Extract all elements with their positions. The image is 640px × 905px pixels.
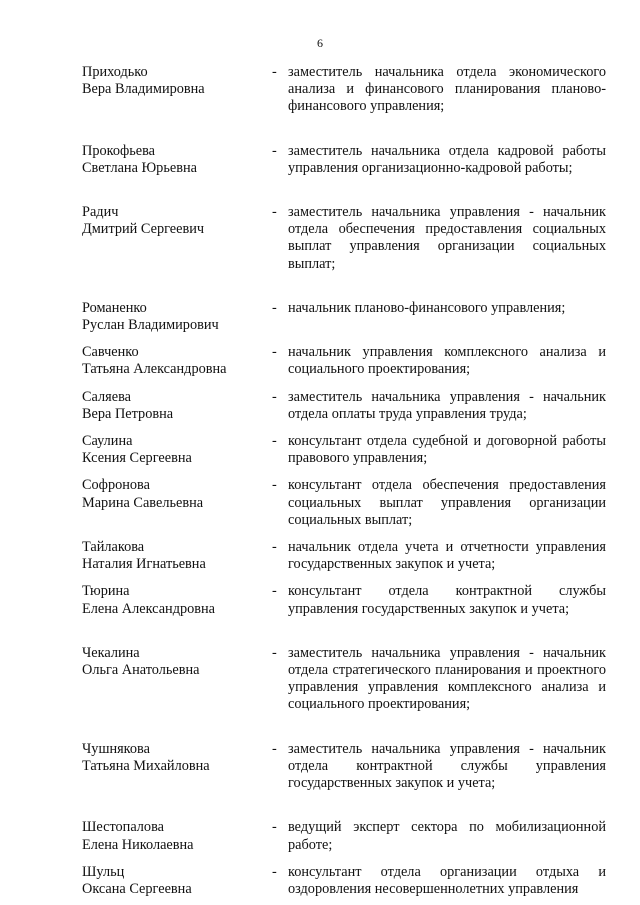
position: заместитель начальника управления - начальник отдела оплаты труда управления труда; (288, 388, 606, 422)
given-names: Руслан Владимирович (82, 317, 219, 334)
list-item (82, 300, 606, 334)
given-names: Вера Петровна (82, 405, 174, 422)
dash: - (272, 477, 277, 494)
position: консультант отдела судебной и договорной работы правового управления; (288, 433, 606, 467)
dash: - (272, 299, 277, 316)
given-names: Наталия Игнатьевна (82, 556, 206, 573)
person-name (82, 344, 272, 378)
surname: Савченко (82, 344, 139, 361)
given-names: Елена Александровна (82, 600, 216, 617)
dash: - (272, 433, 277, 450)
list-item (82, 143, 606, 177)
list-item (82, 64, 606, 116)
surname: Софронова (82, 477, 150, 494)
list-item (82, 344, 606, 378)
person-name (82, 645, 272, 714)
person-name (82, 300, 272, 334)
person-name (82, 819, 272, 853)
given-names: Светлана Юрьевна (82, 159, 197, 176)
staff-list (82, 64, 606, 898)
surname: Тюрина (82, 583, 130, 600)
list-item (82, 433, 606, 467)
position: заместитель начальника управления - начальник отдела обеспечения предоставления социальных выплат управления организации социальных выплат; (288, 204, 606, 272)
list-item (82, 583, 606, 617)
list-item (82, 539, 606, 573)
given-names: Ксения Сергеевна (82, 450, 192, 467)
dash: - (272, 388, 277, 405)
dash: - (272, 344, 277, 361)
given-names: Татьяна Александровна (82, 361, 227, 378)
list-item (82, 741, 606, 793)
person-name (82, 204, 272, 273)
surname: Прокофьева (82, 142, 156, 159)
list-item (82, 477, 606, 529)
person-name (82, 433, 272, 467)
surname: Романенко (82, 299, 147, 316)
person-name (82, 864, 272, 898)
list-item (82, 204, 606, 273)
person-name (82, 143, 272, 177)
dash: - (272, 142, 277, 159)
surname: Чушнякова (82, 740, 150, 757)
position: начальник управления комплексного анализа и социального проектирования; (288, 344, 606, 378)
given-names: Татьяна Михайловна (82, 757, 210, 774)
person-name (82, 389, 272, 423)
given-names: Вера Владимировна (82, 81, 205, 98)
surname: Шульц (82, 863, 125, 880)
position: заместитель начальника отдела экономического анализа и финансового планирования планово-финансового управления; (288, 64, 606, 115)
position: заместитель начальника отдела кадровой работы управления организационно-кадровой работы; (288, 142, 606, 176)
surname: Радич (82, 204, 119, 221)
surname: Приходько (82, 64, 148, 80)
surname: Тайлакова (82, 539, 145, 556)
person-name (82, 477, 272, 529)
position: начальник отдела учета и отчетности управления государственных закупок и учета; (288, 539, 606, 573)
dash: - (272, 863, 277, 880)
position: заместитель начальника управления - начальник отдела контрактной службы управления государственных закупок и учета; (288, 740, 606, 792)
given-names: Ольга Анатольевна (82, 662, 200, 679)
dash: - (272, 583, 277, 600)
list-item (82, 819, 606, 853)
position: заместитель начальника управления - начальник отдела стратегического планирования и проектного управления управления комплексного анализа и социального проектирования; (288, 644, 606, 713)
list-item (82, 645, 606, 714)
list-item (82, 389, 606, 423)
dash: - (272, 204, 277, 221)
position: консультант отдела обеспечения предоставления социальных выплат управления организации социальных выплат; (288, 477, 606, 528)
position: начальник планово-финансового управления; (288, 299, 566, 316)
position: ведущий эксперт сектора по мобилизационной работе; (288, 819, 606, 853)
person-name (82, 539, 272, 573)
dash: - (272, 819, 277, 836)
given-names: Елена Николаевна (82, 836, 194, 853)
position: консультант отдела контрактной службы управления государственных закупок и учета; (288, 583, 606, 617)
surname: Саляева (82, 388, 131, 405)
surname: Чекалина (82, 644, 140, 661)
given-names: Оксана Сергеевна (82, 880, 192, 897)
dash: - (272, 64, 277, 80)
person-name (82, 741, 272, 793)
surname: Саулина (82, 433, 133, 450)
dash: - (272, 740, 277, 757)
person-name (82, 64, 272, 116)
surname: Шестопалова (82, 819, 164, 836)
position: консультант отдела организации отдыха и оздоровления несовершеннолетних управления (288, 863, 606, 897)
list-item (82, 864, 606, 898)
given-names: Марина Савельевна (82, 494, 204, 511)
dash: - (272, 644, 277, 661)
person-name (82, 583, 272, 617)
dash: - (272, 539, 277, 556)
given-names: Дмитрий Сергеевич (82, 221, 205, 238)
page-number: 6 (317, 36, 323, 50)
